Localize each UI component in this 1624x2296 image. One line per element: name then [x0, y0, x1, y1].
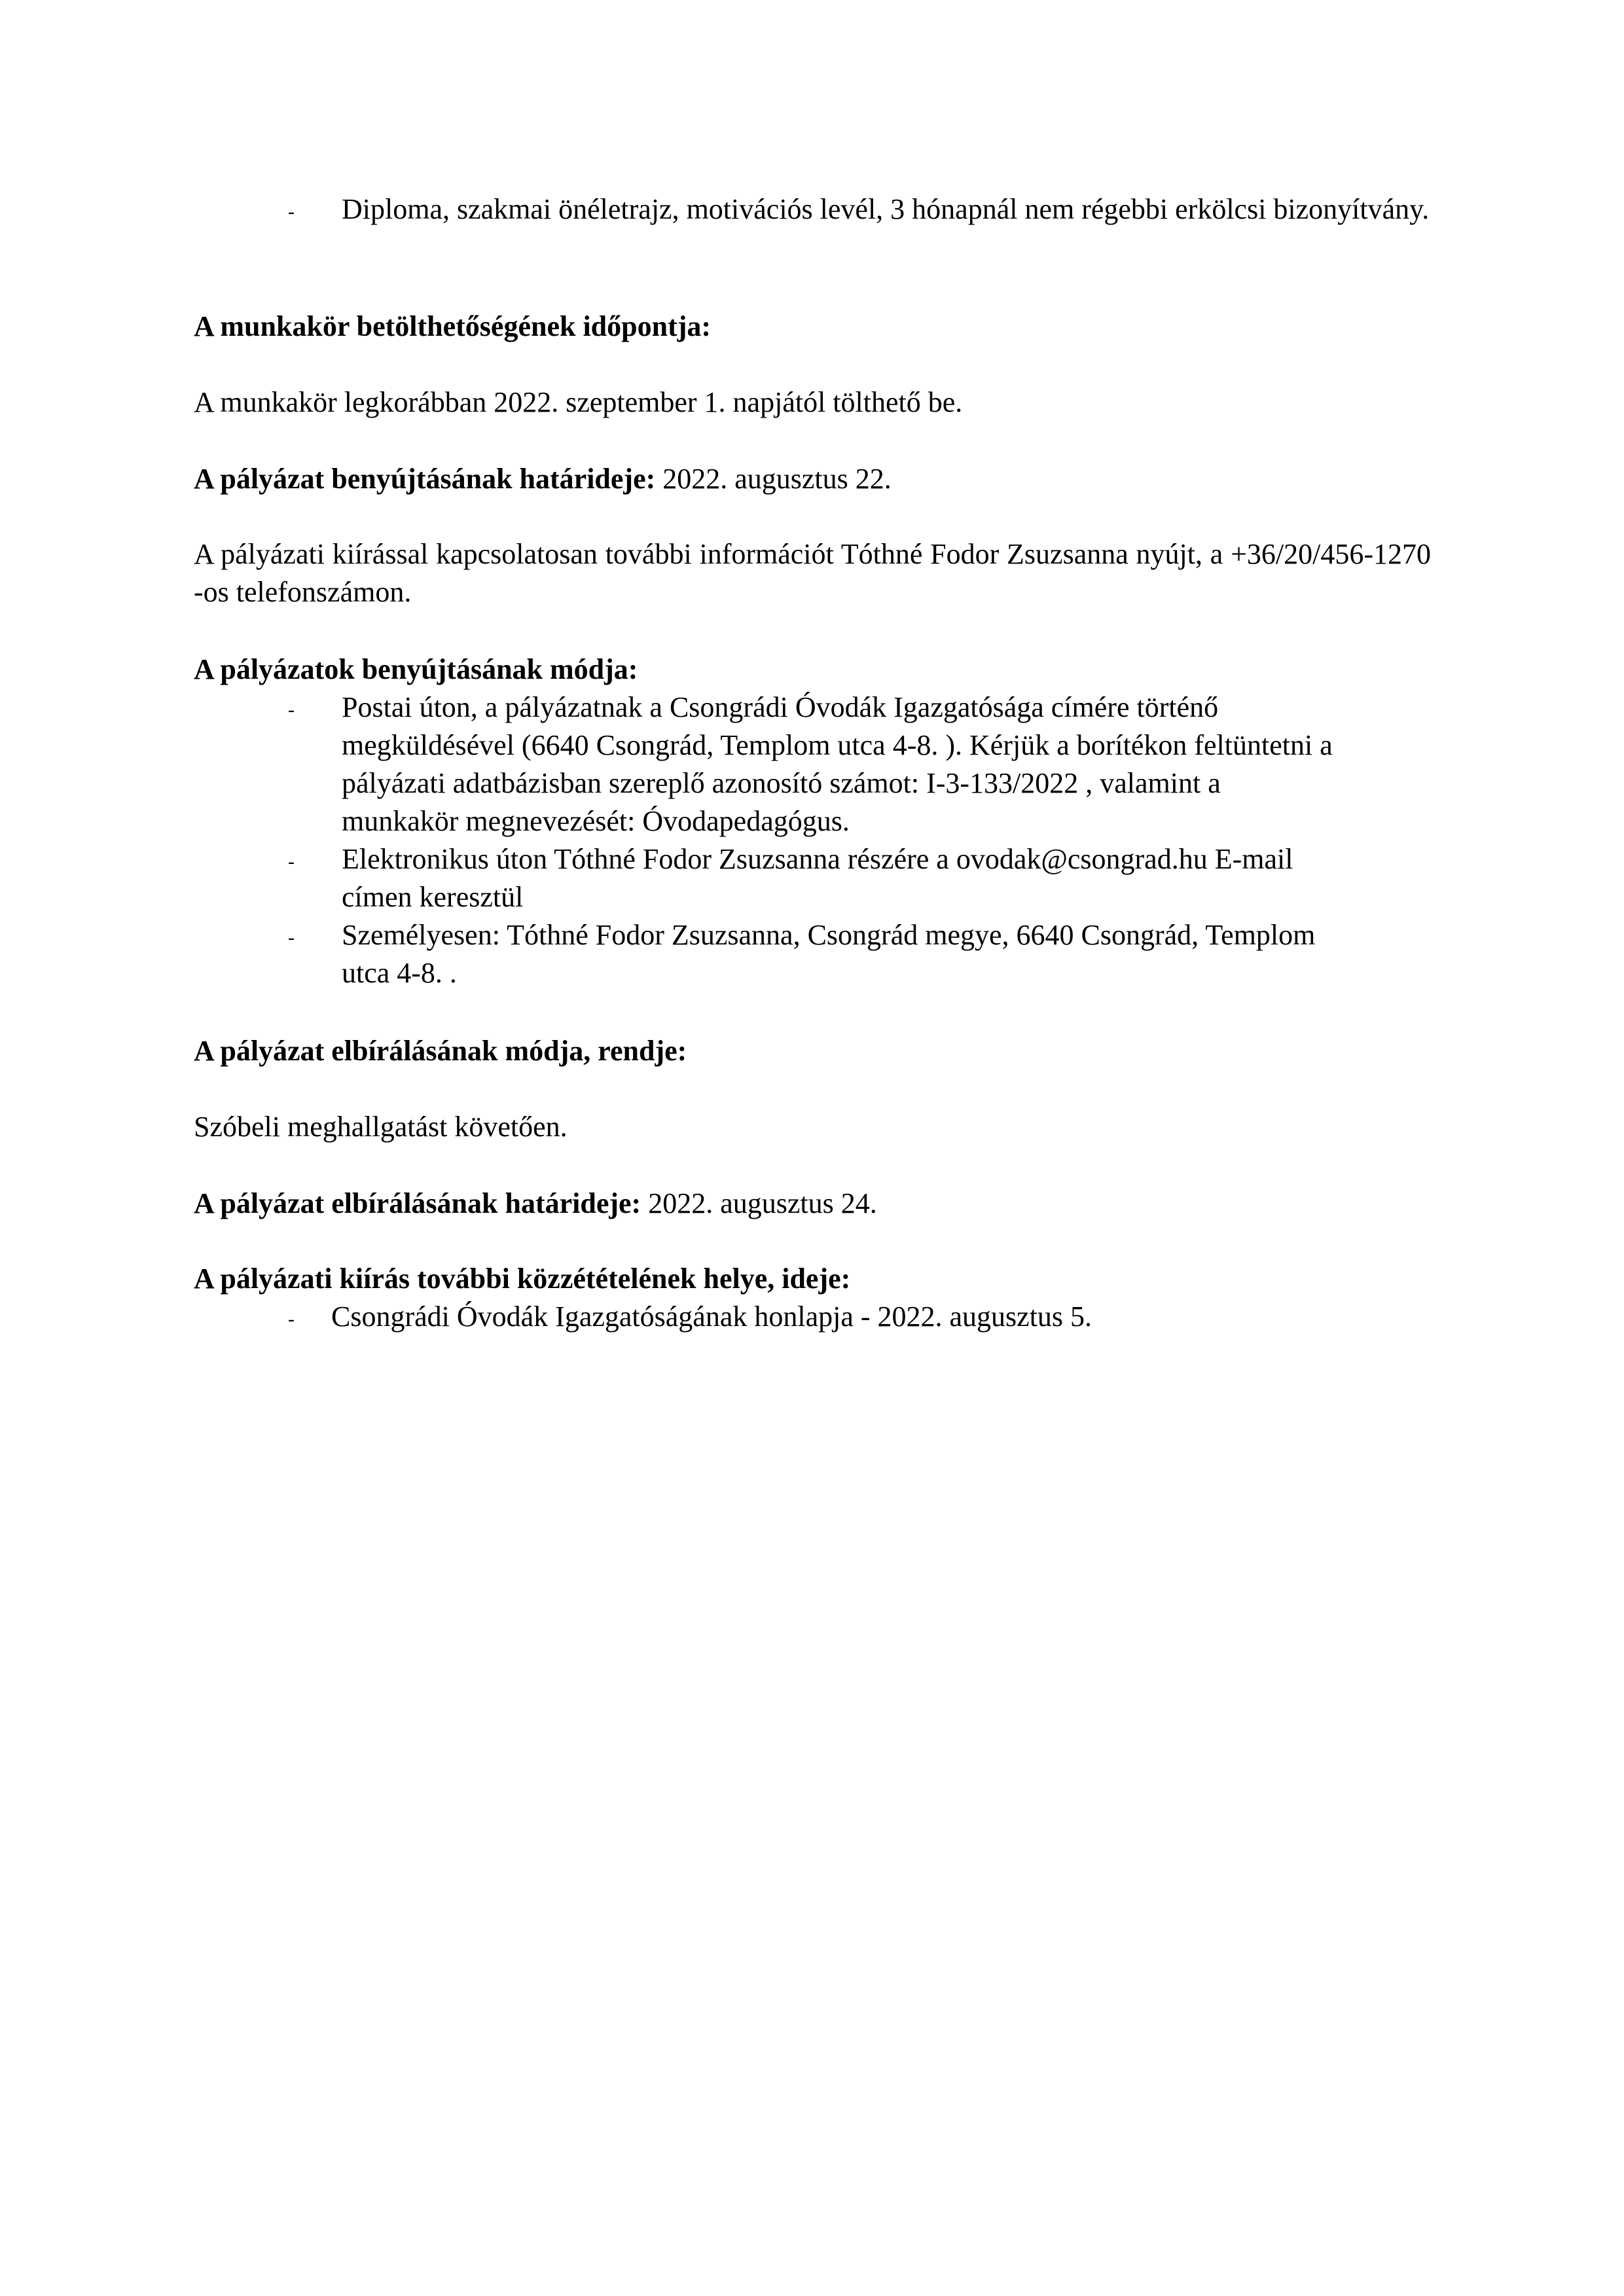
list-item-text: Diploma, szakmai önéletrajz, motivációs levél, 3 hónapnál nem régebbi erkölcsi bizonyítvány.	[342, 193, 1430, 225]
start-date-heading: A munkakör betölthetőségének időpontja:	[194, 310, 712, 342]
start-date-text: A munkakör legkorábban 2022. szeptember 1. napjától tölthető be.	[194, 386, 963, 418]
deadline-line	[194, 460, 1431, 498]
deadline-value: 2022. augusztus 22.	[655, 463, 892, 495]
publication-list	[194, 1298, 1431, 1336]
evaluation-deadline-line	[194, 1185, 1431, 1223]
list-item	[194, 916, 1339, 992]
list-item	[194, 1298, 1431, 1336]
bullet-dash: -	[288, 201, 295, 223]
list-item	[194, 190, 1431, 228]
evaluation-deadline-label: A pályázat elbírálásának határideje:	[194, 1187, 641, 1219]
bullet-dash: -	[288, 927, 295, 948]
deadline-label: A pályázat benyújtásának határideje:	[194, 463, 656, 495]
list-item-text: Személyesen: Tóthné Fodor Zsuzsanna, Csongrád megye, 6640 Csongrád, Templom utca 4-8. .	[342, 919, 1316, 989]
info-text: A pályázati kiírással kapcsolatosan további információt Tóthné Fodor Zsuzsanna nyújt, a +36/20/456-1270 -os telefonszámon.	[194, 538, 1431, 608]
list-item	[194, 840, 1339, 916]
list-item-text: Csongrádi Óvodák Igazgatóságának honlapja - 2022. augusztus 5.	[331, 1300, 1092, 1333]
bullet-dash: -	[288, 699, 295, 721]
list-item-text: Elektronikus úton Tóthné Fodor Zsuzsanna részére a ovodak@csongrad.hu E-mail címen keresztül	[342, 843, 1293, 913]
bullet-dash: -	[288, 1308, 295, 1330]
evaluation-method-heading: A pályázat elbírálásának módja, rendje:	[194, 1035, 687, 1067]
list-item	[194, 689, 1339, 840]
submit-methods-list	[194, 689, 1339, 992]
evaluation-deadline-value: 2022. augusztus 24.	[641, 1187, 877, 1219]
submit-heading: A pályázatok benyújtásának módja:	[194, 653, 638, 685]
evaluation-method-text: Szóbeli meghallgatást követően.	[194, 1111, 568, 1143]
bullet-dash: -	[288, 851, 295, 872]
requirements-list	[194, 190, 1431, 228]
list-item-text: Postai úton, a pályázatnak a Csongrádi Óvodák Igazgatósága címére történő megküldésével (6640 Csongrád, Templom utca 4-8. ). Kérjük a borítékon feltüntetni a pályázati adatbázisban szereplő azonosító számot: I-3-133/2022 , valamint a munkakör megnevezését: Óvodapedagógus.	[342, 691, 1333, 837]
publication-heading: A pályázati kiírás további közzétételének helye, ideje:	[194, 1263, 851, 1295]
